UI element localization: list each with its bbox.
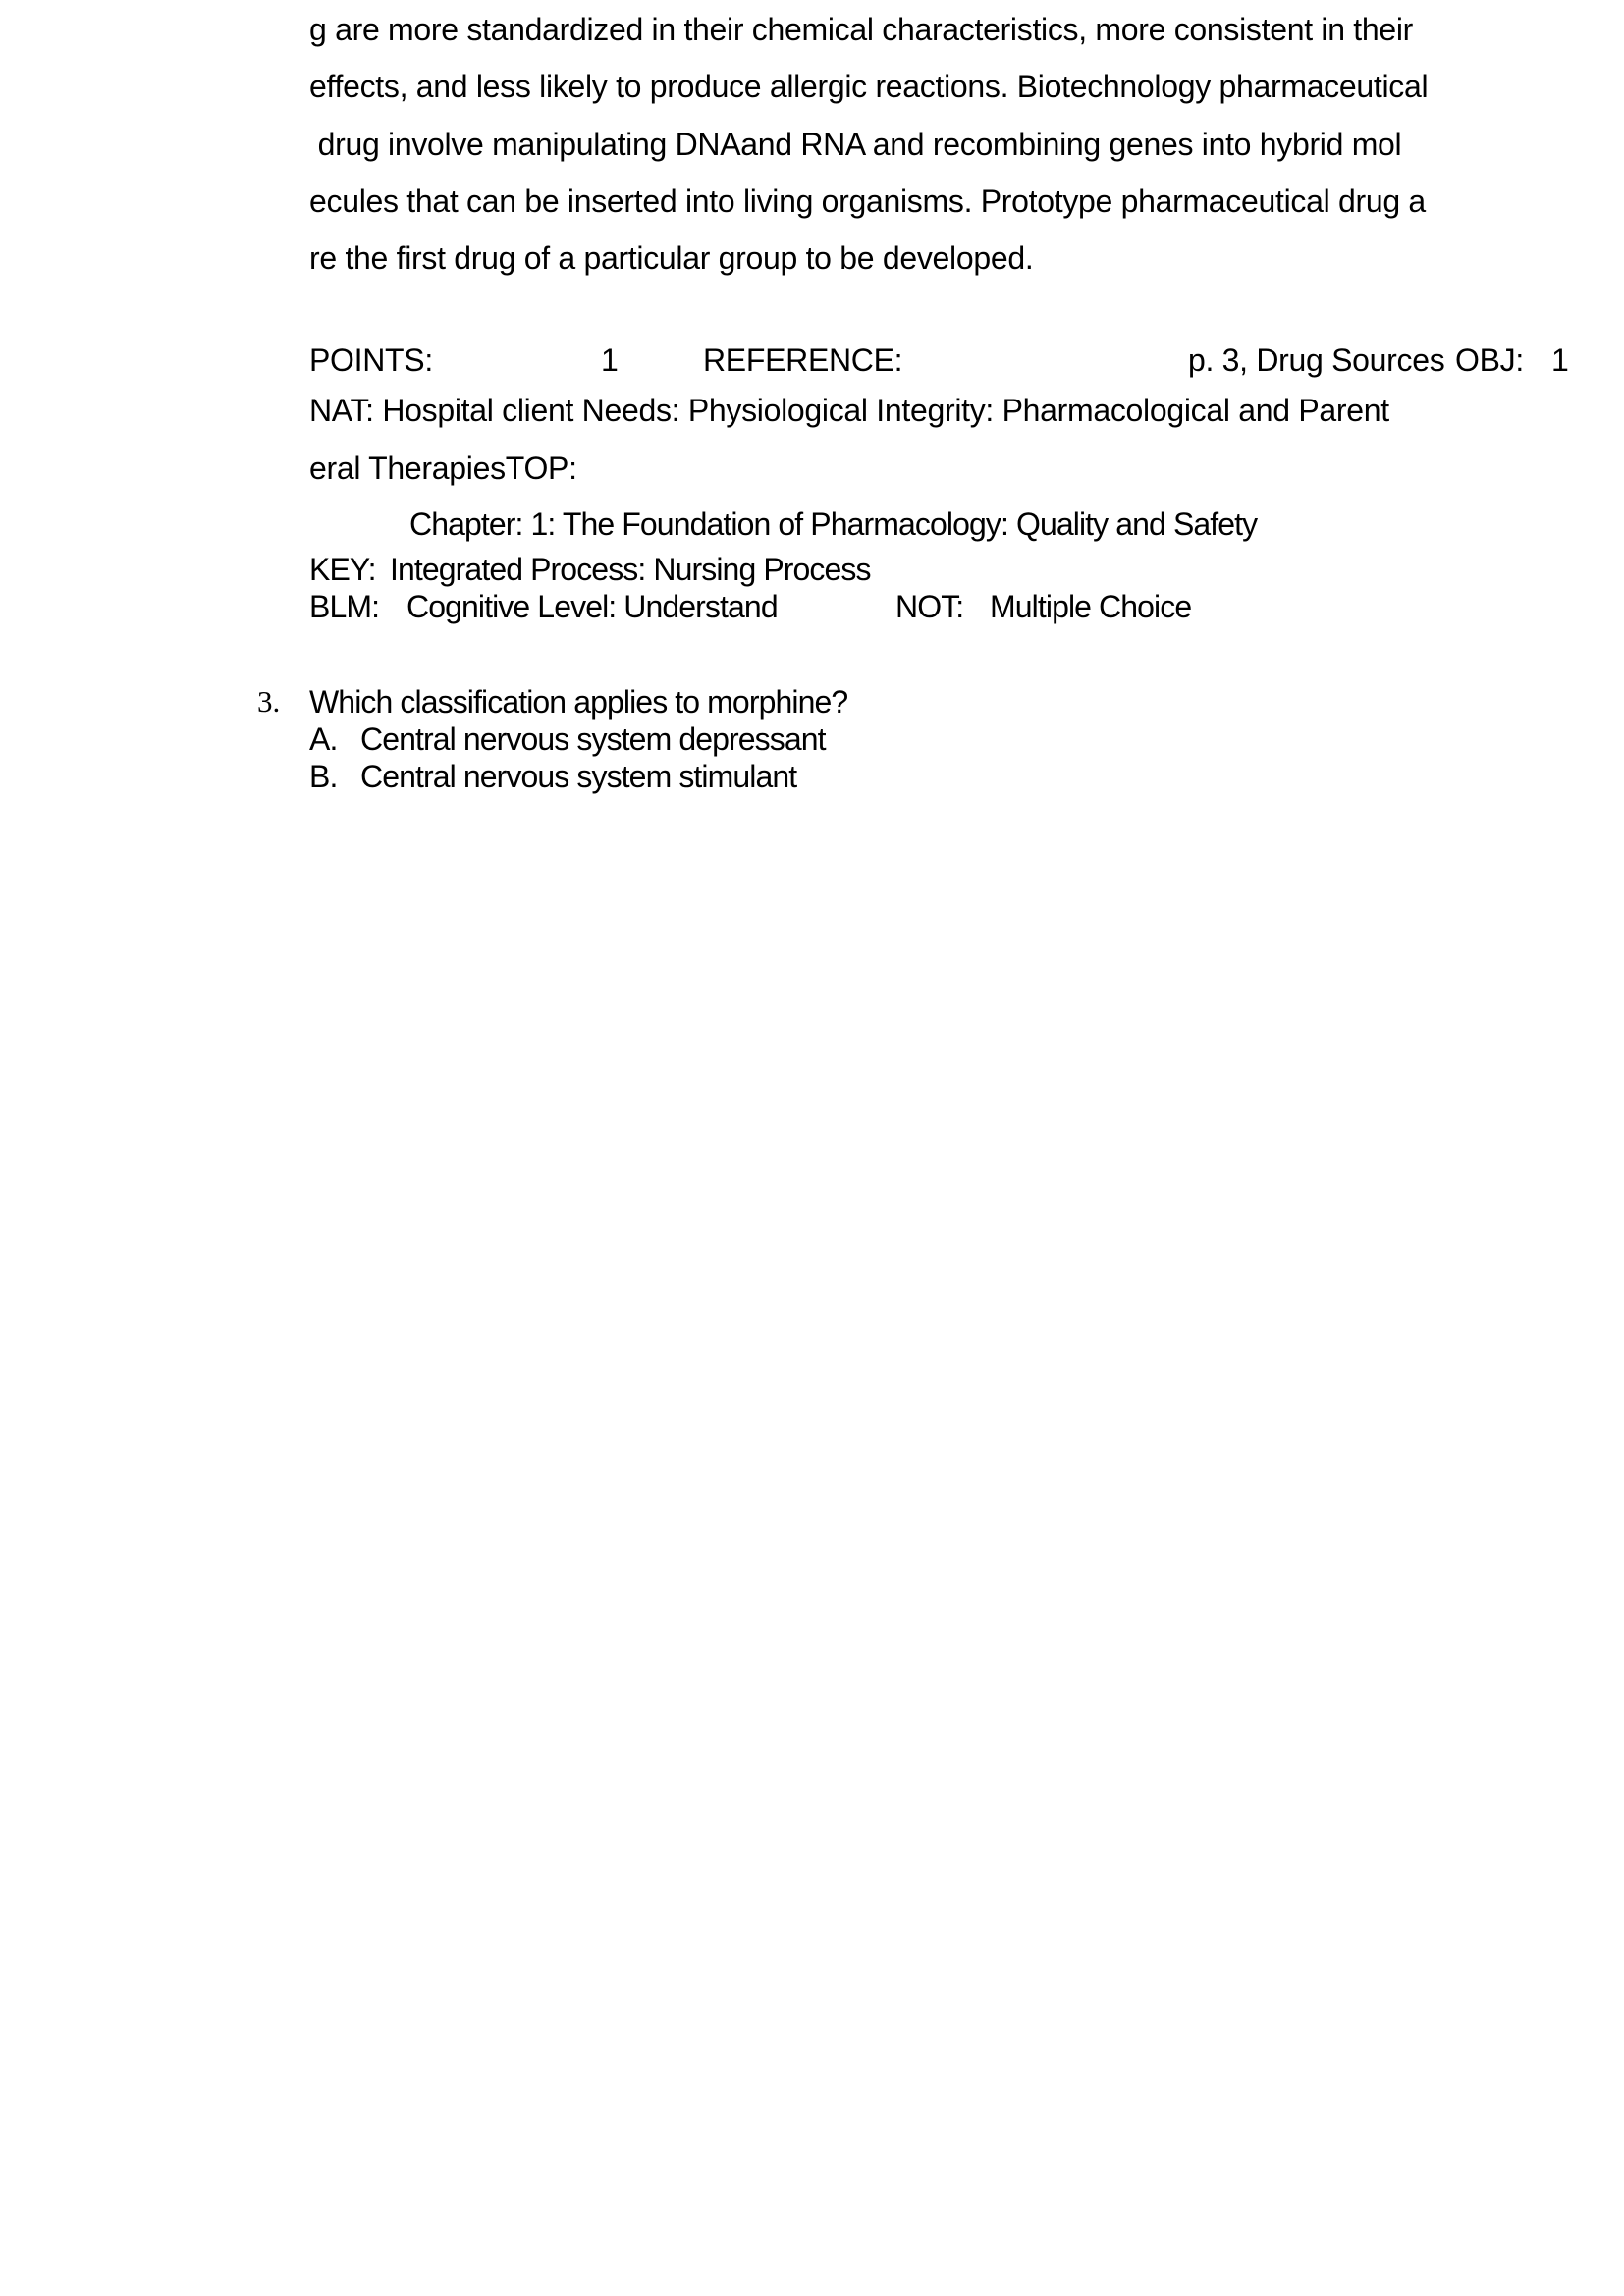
option-b-text: Central nervous system stimulant	[360, 759, 797, 794]
rationale-line: effects, and less likely to produce allergic reactions. Biotechnology pharmaceutical	[309, 69, 1429, 104]
points-value: 1	[601, 343, 619, 378]
reference-value: p. 3, Drug Sources	[1188, 343, 1445, 378]
blm-value: Cognitive Level: Understand	[406, 589, 778, 624]
option-a-label: A.	[309, 721, 338, 757]
blm-label: BLM:	[309, 589, 380, 624]
option-a-text: Central nervous system depressant	[360, 721, 826, 757]
question-text: Which classification applies to morphine?	[309, 684, 848, 720]
reference-label: REFERENCE:	[703, 343, 903, 378]
not-label: NOT:	[895, 589, 964, 624]
nat-line-continued: eral TherapiesTOP:	[309, 451, 577, 486]
not-value: Multiple Choice	[990, 589, 1192, 624]
nat-line: NAT: Hospital client Needs: Physiological Integrity: Pharmacological and Parent	[309, 393, 1389, 428]
points-label: POINTS:	[309, 343, 433, 378]
obj-label: OBJ:	[1455, 343, 1524, 378]
top-value: Chapter: 1: The Foundation of Pharmacology: Quality and Safety	[409, 507, 1258, 542]
key-label: KEY:	[309, 552, 376, 587]
rationale-line: g are more standardized in their chemical characteristics, more consistent in their	[309, 12, 1414, 47]
option-b-label: B.	[309, 759, 338, 794]
rationale-line: drug involve manipulating DNAand RNA and recombining genes into hybrid mol	[309, 127, 1402, 162]
rationale-line: ecules that can be inserted into living organisms. Prototype pharmaceutical drug a	[309, 184, 1426, 219]
obj-value: 1	[1551, 343, 1569, 378]
key-value: Integrated Process: Nursing Process	[390, 552, 871, 587]
rationale-line: re the first drug of a particular group to be developed.	[309, 240, 1034, 276]
question-number: 3.	[257, 684, 281, 719]
